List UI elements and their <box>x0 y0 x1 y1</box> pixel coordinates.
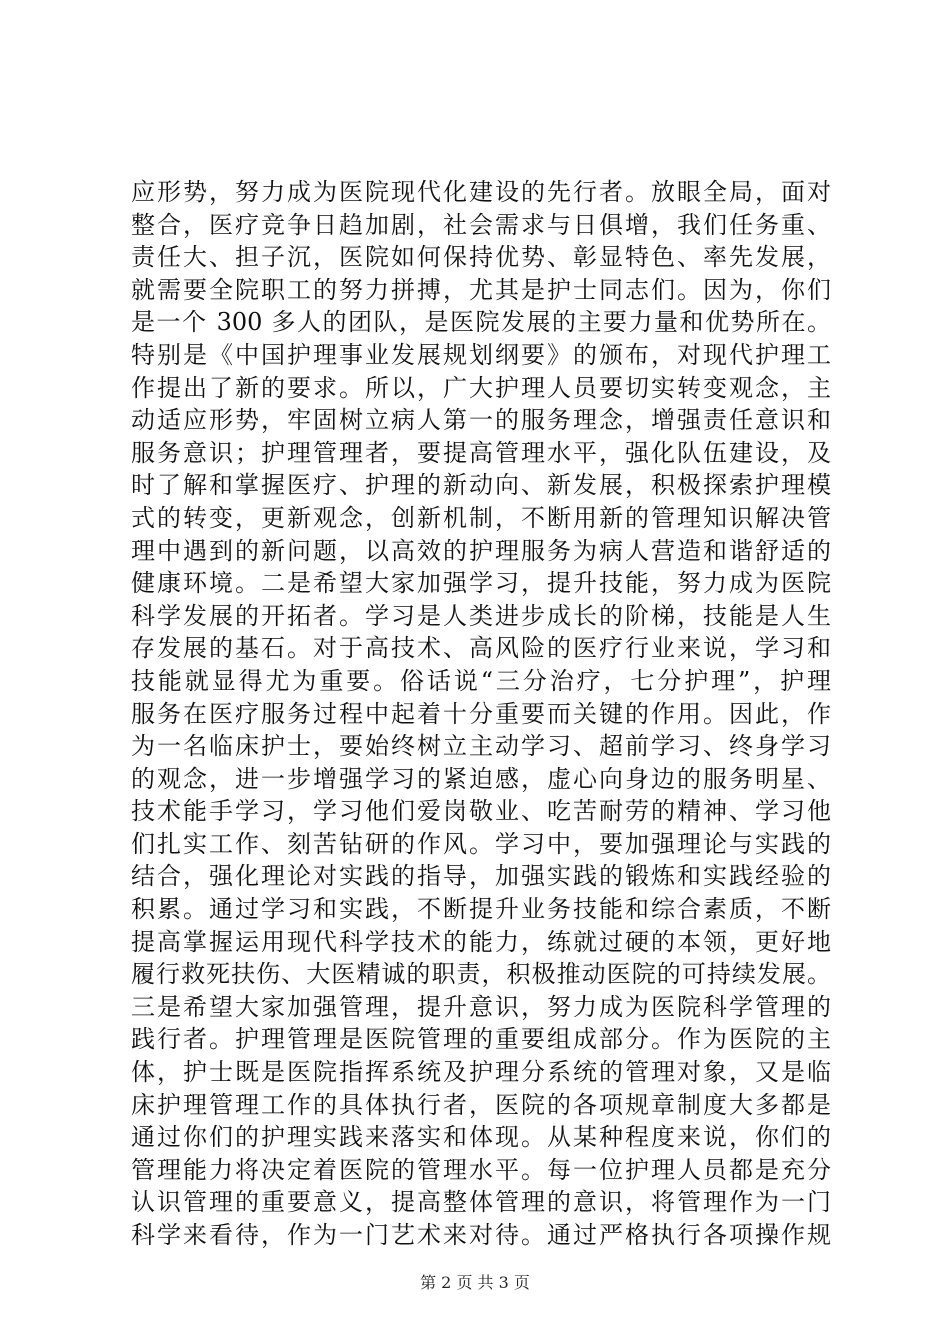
text-line-20: 技术能手学习，学习他们爱岗敬业、吃苦耐劳的精神、学习他 <box>131 797 831 826</box>
text-line-5: 是一个 300 多人的团队，是医院发展的主要力量和优势所在。 <box>131 308 831 337</box>
text-line-18: 为一名临床护士，要始终树立主动学习、超前学习、终身学习 <box>131 732 831 761</box>
text-line-31: 管理能力将决定着医院的管理水平。每一位护理人员都是充分 <box>131 1155 831 1184</box>
text-line-12: 理中遇到的新问题，以高效的护理服务为病人营造和谐舒适的 <box>131 536 831 565</box>
text-line-27: 践行者。护理管理是医院管理的重要组成部分。作为医院的主 <box>131 1025 831 1054</box>
text-line-16: 技能就显得尤为重要。俗话说“三分治疗，七分护理”，护理 <box>131 666 831 695</box>
text-line-29: 床护理管理工作的具体执行者，医院的各项规章制度大多都是 <box>131 1090 831 1119</box>
text-line-19: 的观念，进一步增强学习的紧迫感，虚心向身边的服务明星、 <box>131 764 831 793</box>
page-footer: 第 2 页 共 3 页 <box>420 1273 530 1292</box>
text-line-13: 健康环境。二是希望大家加强学习，提升技能，努力成为医院 <box>131 569 831 598</box>
body-text <box>131 176 831 1252</box>
text-line-6: 特别是《中国护理事业发展规划纲要》的颁布，对现代护理工 <box>131 340 831 369</box>
text-line-3: 责任大、担子沉，医院如何保持优势、彰显特色、率先发展， <box>131 243 831 272</box>
text-line-23: 积累。通过学习和实践，不断提升业务技能和综合素质，不断 <box>131 895 831 924</box>
text-line-22: 结合，强化理论对实践的指导，加强实践的锻炼和实践经验的 <box>131 862 831 891</box>
text-line-28: 体，护士既是医院指挥系统及护理分系统的管理对象，又是临 <box>131 1058 831 1087</box>
text-line-14: 科学发展的开拓者。学习是人类进步成长的阶梯，技能是人生 <box>131 601 831 630</box>
text-line-32: 认识管理的重要意义，提高整体管理的意识，将管理作为一门 <box>131 1188 831 1217</box>
text-line-15: 存发展的基石。对于高技术、高风险的医疗行业来说，学习和 <box>131 634 831 663</box>
text-line-1: 应形势，努力成为医院现代化建设的先行者。放眼全局，面对 <box>131 178 831 206</box>
text-line-9: 服务意识；护理管理者，要提高管理水平，强化队伍建设，及 <box>131 438 831 467</box>
text-line-24: 提高掌握运用现代科学技术的能力，练就过硬的本领，更好地 <box>131 927 831 956</box>
text-line-21: 们扎实工作、刻苦钻研的作风。学习中，要加强理论与实践的 <box>131 829 831 858</box>
text-line-11: 式的转变，更新观念，创新机制，不断用新的管理知识解决管 <box>131 503 831 532</box>
text-line-25: 履行救死扶伤、大医精诚的职责，积极推动医院的可持续发展。 <box>131 960 831 989</box>
text-line-17: 服务在医疗服务过程中起着十分重要而关键的作用。因此，作 <box>131 699 831 728</box>
text-line-26: 三是希望大家加强管理，提升意识，努力成为医院科学管理的 <box>131 992 831 1021</box>
text-line-30: 通过你们的护理实践来落实和体现。从某种程度来说，你们的 <box>131 1123 831 1152</box>
text-line-10: 时了解和掌握医疗、护理的新动向、新发展，积极探索护理模 <box>131 471 831 500</box>
text-line-4: 就需要全院职工的努力拼搏，尤其是护士同志们。因为，你们 <box>131 275 831 304</box>
text-line-8: 动适应形势，牢固树立病人第一的服务理念，增强责任意识和 <box>131 406 831 435</box>
text-line-33: 科学来看待，作为一门艺术来对待。通过严格执行各项操作规 <box>131 1221 831 1249</box>
text-line-7: 作提出了新的要求。所以，广大护理人员要切实转变观念，主 <box>131 373 831 402</box>
text-line-2: 整合，医疗竞争日趋加剧，社会需求与日俱增，我们任务重、 <box>131 210 831 239</box>
